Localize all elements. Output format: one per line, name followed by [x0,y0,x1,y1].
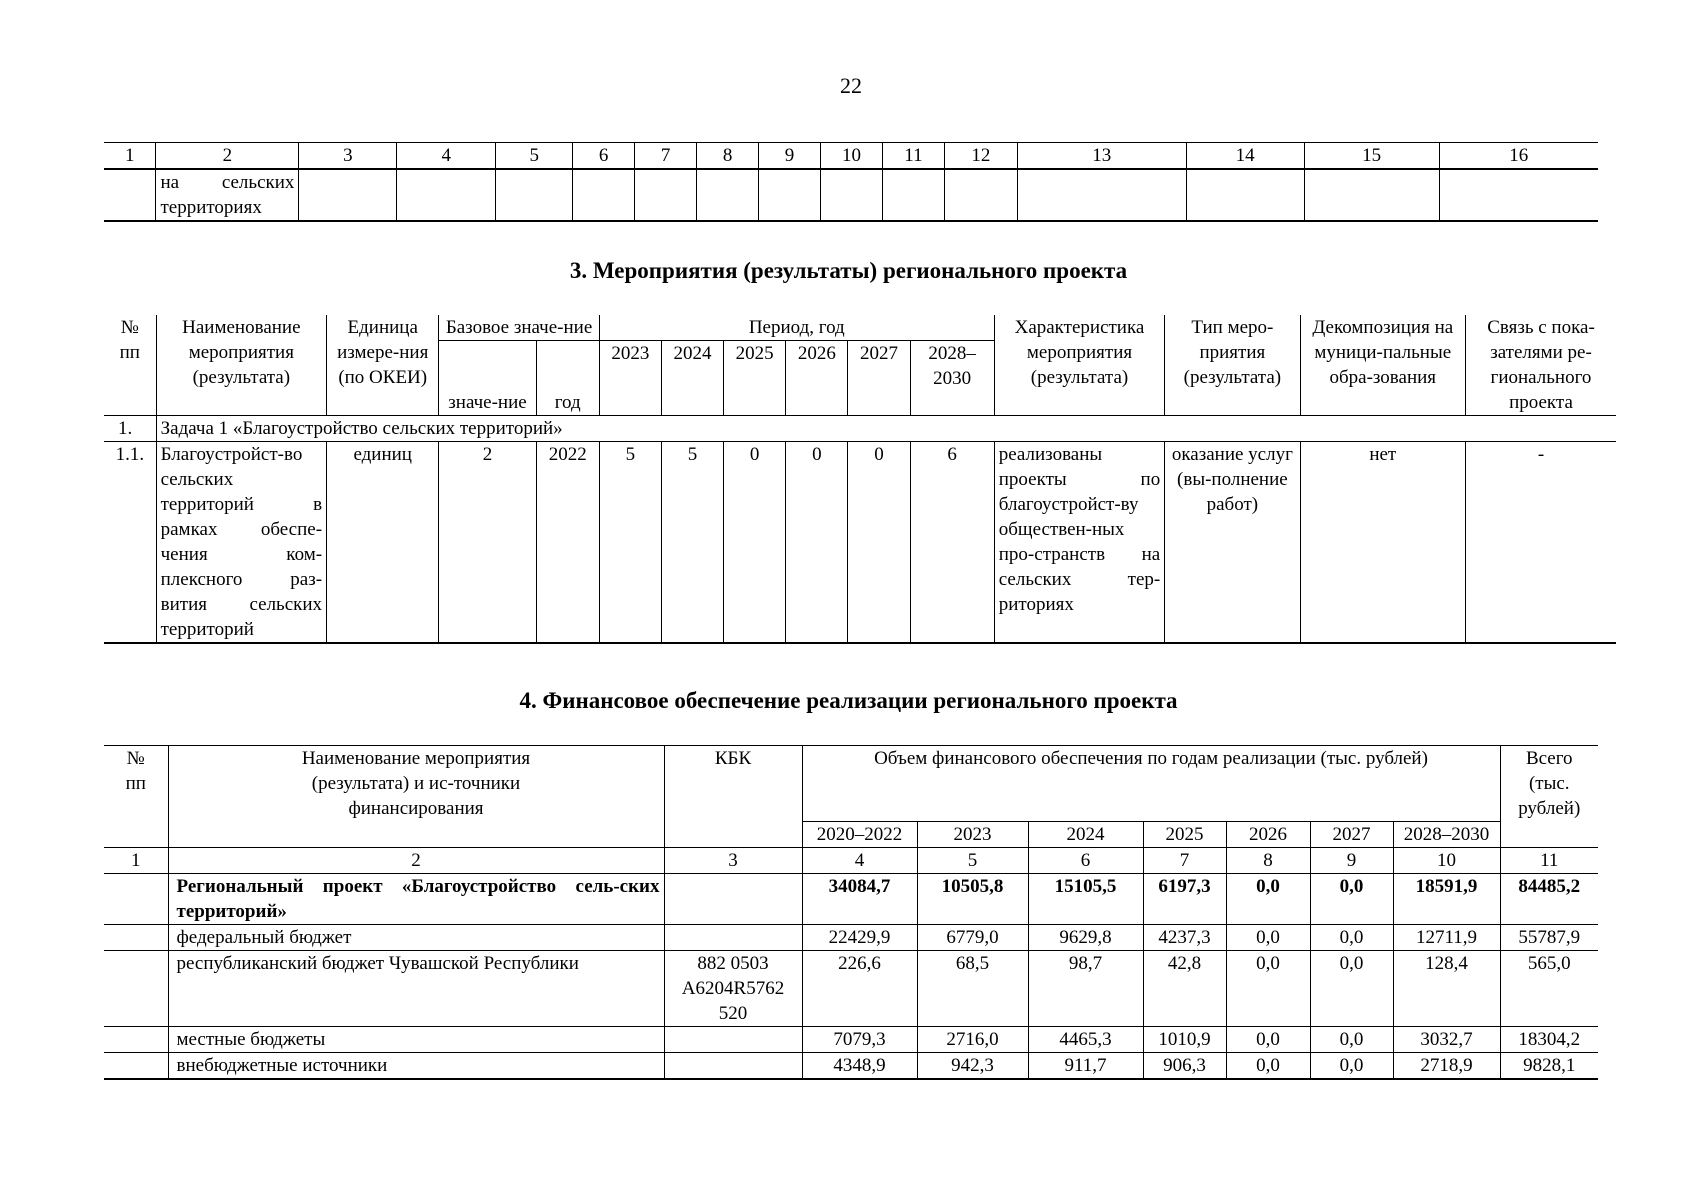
col-number: 4 [802,847,917,873]
row-value: 55787,9 [1500,924,1598,950]
row-value: 0,0 [1226,1026,1310,1052]
cell [1439,169,1598,221]
cell [104,1026,168,1052]
row-value: 942,3 [917,1052,1028,1079]
cell [821,169,883,221]
item-year-value: 5 [599,442,661,644]
header-year: 2027 [1310,821,1393,847]
cell [1186,169,1304,221]
cell [104,873,168,924]
col-number: 10 [821,143,883,170]
row-value: 22429,9 [802,924,917,950]
table-row [104,924,1598,950]
row-value: 911,7 [1028,1052,1143,1079]
col-number: 5 [917,847,1028,873]
col-number: 13 [1017,143,1186,170]
row-value: 0,0 [1310,873,1393,924]
header-total-cont [1500,821,1598,847]
header-characteristic: Характеристика мероприятия (результата) [994,315,1164,416]
row-value: 34084,7 [802,873,917,924]
item-num: 1.1. [104,442,156,644]
col-number: 2 [156,143,299,170]
col-number: 14 [1186,143,1304,170]
header-base: Базовое значе-ние [439,315,599,341]
row-value: 2716,0 [917,1026,1028,1052]
item-year-value: 0 [724,442,786,644]
cell [496,169,573,221]
section-3-title: 3. Мероприятия (результаты) регионального проекта [569,258,1128,283]
item-year-value: 6 [910,442,994,644]
row-value: 12711,9 [1393,924,1500,950]
col-number: 6 [1028,847,1143,873]
row-kbk [664,924,802,950]
header-year: 2024 [661,341,723,416]
header-period: Период, год [599,315,994,341]
header-link: Связь с пока-зателями ре-гионального проекта [1465,315,1616,416]
row-name: местные бюджеты [168,1026,664,1052]
col-number: 8 [697,143,759,170]
header-base-year: год [536,341,599,416]
col-number: 6 [573,143,635,170]
table-row [104,1026,1598,1052]
col-number: 11 [882,143,944,170]
cell [635,169,697,221]
row-value: 15105,5 [1028,873,1143,924]
continuation-table [104,142,1598,222]
header-num: № пп [104,746,168,848]
item-year-value: 0 [848,442,910,644]
cell-name: на сельских территориях [156,169,299,221]
task-text: Задача 1 «Благоустройство сельских территорий» [156,416,1616,442]
row-value: 565,0 [1500,950,1598,1026]
header-year: 2020–2022 [802,821,917,847]
row-kbk [664,873,802,924]
header-name: Наименование мероприятия (результата) и ис-точники финансирования [168,746,664,848]
task-row [104,416,1616,442]
col-number: 4 [397,143,496,170]
header-year: 2027 [848,341,910,416]
row-name: федеральный бюджет [168,924,664,950]
row-kbk: 882 0503 A6204R5762 520 [664,950,802,1026]
header-row [104,315,1616,341]
header-year: 2028–2030 [910,341,994,416]
col-number: 9 [759,143,821,170]
row-value: 4465,3 [1028,1026,1143,1052]
col-number: 2 [168,847,664,873]
item-unit: единиц [327,442,439,644]
row-value: 10505,8 [917,873,1028,924]
row-value: 4348,9 [802,1052,917,1079]
header-decomposition: Декомпозиция на муници-пальные обра-зования [1300,315,1465,416]
cell [104,1052,168,1079]
col-number: 15 [1304,143,1439,170]
row-value: 0,0 [1226,924,1310,950]
cell [299,169,397,221]
col-number: 1 [104,143,156,170]
item-link: - [1465,442,1616,644]
header-row [104,746,1598,822]
header-volume: Объем финансового обеспечения по годам реализации (тыс. рублей) [802,746,1500,822]
row-value: 226,6 [802,950,917,1026]
col-number: 11 [1500,847,1598,873]
row-value: 18304,2 [1500,1026,1598,1052]
item-name: Благоустройст-во сельских территорий в рамках обеспе-чения ком-плексного раз-вития сельских территорий [156,442,326,644]
cell [397,169,496,221]
table-row [104,873,1598,924]
row-value: 42,8 [1143,950,1226,1026]
row-value: 7079,3 [802,1026,917,1052]
row-value: 98,7 [1028,950,1143,1026]
col-number-row [104,847,1598,873]
row-value: 2718,9 [1393,1052,1500,1079]
table-row [104,950,1598,1026]
col-number: 12 [944,143,1017,170]
header-year: 2025 [724,341,786,416]
table-row [104,1052,1598,1079]
col-number: 1 [104,847,168,873]
table-header-row [104,143,1598,170]
header-year: 2028–2030 [1393,821,1500,847]
row-value: 0,0 [1226,873,1310,924]
item-characteristic: реализованы проекты по благоустройст-ву обществен-ных про-странств на сельских тер-риториях [994,442,1164,644]
row-value: 3032,7 [1393,1026,1500,1052]
row-value: 9629,8 [1028,924,1143,950]
row-value: 9828,1 [1500,1052,1598,1079]
row-value: 906,3 [1143,1052,1226,1079]
row-value: 0,0 [1226,950,1310,1026]
table-row [104,442,1616,644]
row-name: внебюджетные источники [168,1052,664,1079]
row-value: 6197,3 [1143,873,1226,924]
col-number: 8 [1226,847,1310,873]
row-kbk [664,1026,802,1052]
cell [944,169,1017,221]
cell [104,924,168,950]
header-type: Тип меро-приятия (результата) [1165,315,1300,416]
item-year-value: 0 [786,442,848,644]
header-unit: Единица измере-ния (по ОКЕИ) [327,315,439,416]
cell [104,950,168,1026]
header-year: 2025 [1143,821,1226,847]
cell [573,169,635,221]
col-number: 9 [1310,847,1393,873]
row-kbk [664,1052,802,1079]
row-value: 84485,2 [1500,873,1598,924]
header-name: Наименование мероприятия (результата) [156,315,326,416]
header-year: 2026 [786,341,848,416]
cell [104,169,156,221]
table-row [104,169,1598,221]
header-year: 2023 [599,341,661,416]
row-name: Региональный проект «Благоустройство сель-ских территорий» [168,873,664,924]
header-year: 2024 [1028,821,1143,847]
item-year-value: 5 [661,442,723,644]
row-value: 4237,3 [1143,924,1226,950]
row-value: 128,4 [1393,950,1500,1026]
row-value: 18591,9 [1393,873,1500,924]
item-base-year: 2022 [536,442,599,644]
row-value: 0,0 [1226,1052,1310,1079]
cell [697,169,759,221]
col-number: 7 [1143,847,1226,873]
task-num: 1. [104,416,156,442]
row-value: 0,0 [1310,924,1393,950]
item-type: оказание услуг (вы-полнение работ) [1165,442,1300,644]
col-number: 10 [1393,847,1500,873]
row-value: 68,5 [917,950,1028,1026]
row-value: 1010,9 [1143,1026,1226,1052]
item-decomposition: нет [1300,442,1465,644]
col-number: 5 [496,143,573,170]
header-total [1500,746,1598,822]
col-number: 3 [299,143,397,170]
header-num: № пп [104,315,156,416]
header-kbk: КБК [664,746,802,848]
row-value: 0,0 [1310,1026,1393,1052]
header-total-text: Всего (тыс. рублей) [1518,748,1581,819]
financing-table [104,745,1598,1080]
header-year: 2026 [1226,821,1310,847]
cell [759,169,821,221]
col-number: 3 [664,847,802,873]
col-number: 7 [635,143,697,170]
row-value: 6779,0 [917,924,1028,950]
item-base-value: 2 [439,442,536,644]
activities-table [104,315,1616,644]
cell [1017,169,1186,221]
header-year: 2023 [917,821,1028,847]
cell [882,169,944,221]
cell [1304,169,1439,221]
row-value: 0,0 [1310,1052,1393,1079]
header-base-value: значе-ние [439,341,536,416]
section-4-title: 4. Финансовое обеспечение реализации регионального проекта [519,688,1178,713]
col-number: 16 [1439,143,1598,170]
row-value: 0,0 [1310,950,1393,1026]
row-name: республиканский бюджет Чувашской Республики [168,950,664,1026]
